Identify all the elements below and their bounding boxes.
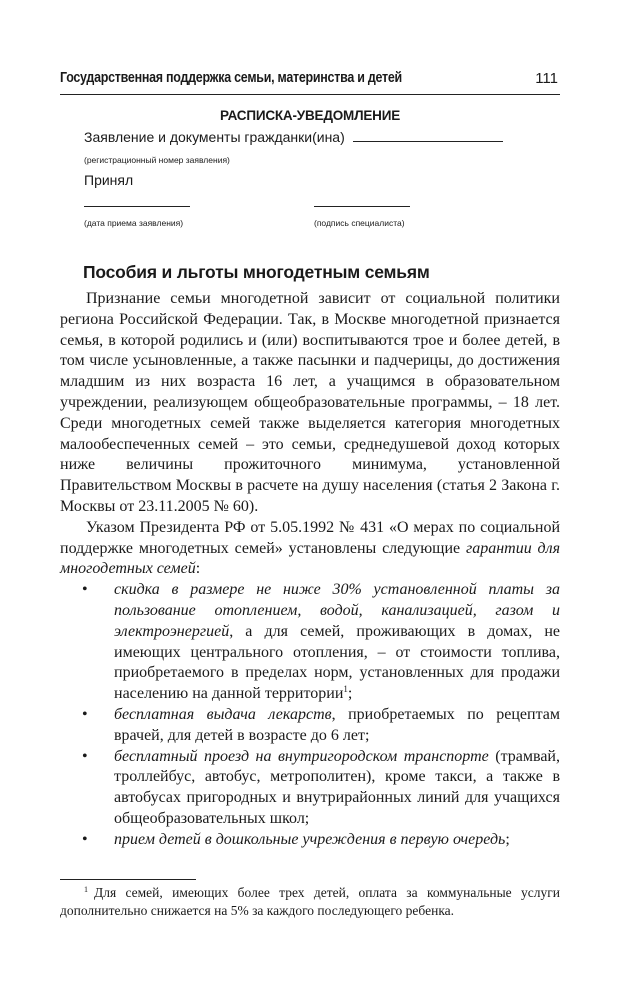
page-number: 111 bbox=[535, 70, 558, 87]
header-rule bbox=[60, 94, 560, 95]
body-text bbox=[60, 289, 560, 851]
receipt-line-applicant bbox=[84, 129, 503, 145]
footnote-rule bbox=[60, 879, 196, 880]
signature-blank bbox=[314, 206, 410, 207]
date-caption: (дата приема заявления) bbox=[84, 218, 184, 228]
reg-number-caption: (регистрационный номер заявления) bbox=[84, 155, 230, 165]
list-item: • бесплатный проезд на внутригородском транспорте (трамвай, троллейбус, автобус, метрополитен), кроме такси, а также в автобусах пригородных и внутрирайонных линий для учащихся общеобразовательных школ; bbox=[60, 747, 560, 830]
list-item: • бесплатная выдача лекарств, приобретаемых по рецептам врачей, для детей в возрасте до 6 лет; bbox=[60, 705, 560, 747]
date-blank bbox=[84, 206, 190, 207]
list-item: • скидка в размере не ниже 30% установленной платы за пользование отоплением, водой, канализацией, газом и электроэнергией, а для семей, проживающих в домах, не имеющих центрального отопления, – от стоимости топлива, приобретаемого в пределах норм, установленных для продажи населению на данной территории$^1$; bbox=[60, 580, 560, 705]
guarantees-emphasis: гарантии для многодетных семей bbox=[60, 539, 561, 578]
list-item: • прием детей в дошкольные учреждения в первую очередь; bbox=[60, 830, 560, 851]
receipt-accepted-label: Принял bbox=[84, 172, 134, 188]
running-header bbox=[60, 70, 560, 90]
section-title: Пособия и льготы многодетным семьям bbox=[83, 262, 430, 282]
paragraph: Указом Президента РФ от 5.05.1992 № 431 «О мерах по социальной поддержке многодетных семей» установлены следующие гарантии для многодетных семей: bbox=[60, 518, 561, 578]
signature-caption: (подпись специалиста) bbox=[314, 218, 405, 228]
guarantees-list bbox=[60, 580, 560, 850]
applicant-name-blank bbox=[353, 141, 503, 142]
footnote-mark: 1 bbox=[84, 885, 88, 894]
receipt-title: РАСПИСКА-УВЕДОМЛЕНИЕ bbox=[219, 108, 401, 123]
footnote-reference: 1 bbox=[343, 684, 348, 695]
footnote bbox=[60, 884, 560, 919]
receipt-applicant-label: Заявление и документы гражданки(ина) bbox=[84, 129, 345, 145]
paragraph: Признание семьи многодетной зависит от социальной политики региона Российской Федерации. Так, в Москве многодетной признается семья, в которой родились и (или) воспитываются трое и более детей, в том числе усыновленные, а также пасынки и падчерицы, до достижения младшим из них возраста 16 лет, а учащимся в образовательном учреждении, реализующем общеобразовательные программы, – 18 лет. Среди многодетных семей также выделяется категория многодетных малообеспеченных семей – это семьи, среднедушевой доход которых ниже величины прожиточного минимума, установленной Правительством Москвы в расчете на душу населения (статья 2 Закона г. Москвы от 23.11.2005 № 60). bbox=[60, 290, 560, 515]
running-header-title: Государственная поддержка семьи, материнства и детей bbox=[60, 70, 402, 86]
footnote-text: Для семей, имеющих более трех детей, оплата за коммунальные услуги дополнительно снижается на 5% за каждого последующего ребенка. bbox=[60, 885, 560, 918]
